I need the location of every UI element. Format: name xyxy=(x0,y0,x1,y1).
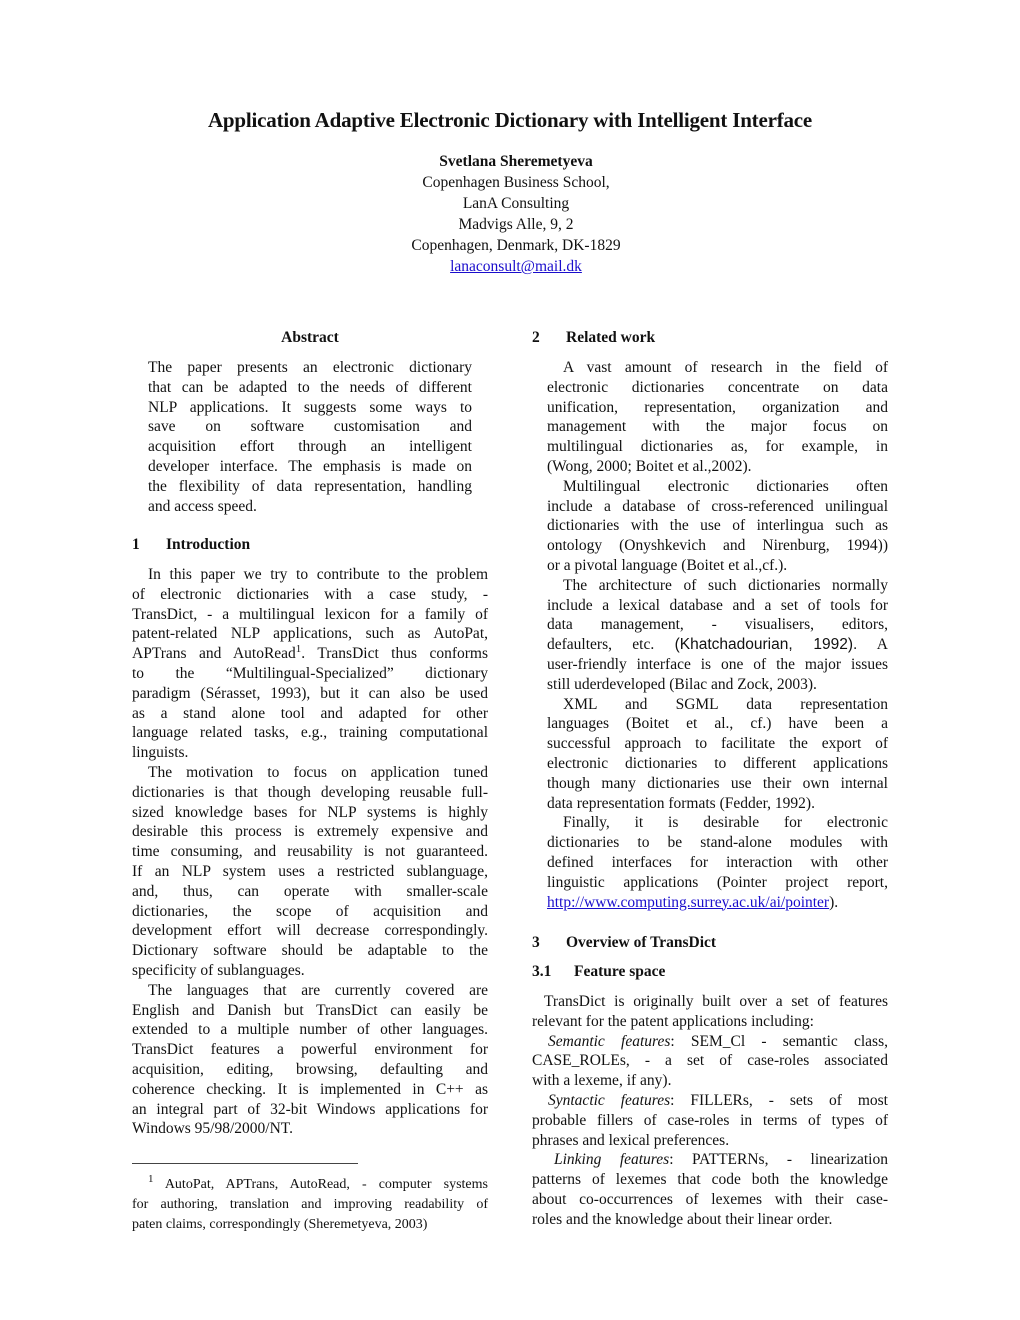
text-line: acquisition effort through an intelligent xyxy=(148,438,472,456)
affiliation-line: Madvigs Alle, 9, 2 xyxy=(458,216,574,233)
text-line: defined interfaces for interaction with other xyxy=(547,853,888,871)
text-line: language related tasks, e.g., training computational xyxy=(132,724,488,742)
text-line: CASE_ROLEs, - a set of case-roles associated xyxy=(532,1052,888,1070)
line-text: A xyxy=(876,636,888,654)
text-line: data management, - visualisers, editors, xyxy=(547,616,888,634)
text-line: include a lexical database and a set of tools for xyxy=(547,596,888,614)
abstract-body xyxy=(148,358,472,516)
footnote-divider xyxy=(132,1163,358,1164)
text-line: with a lexeme, if any). xyxy=(532,1072,672,1090)
section-number: 3 xyxy=(532,934,540,951)
text-line: paten claims, correspondingly (Sheremetyeva, 2003) xyxy=(132,1216,428,1232)
text-line xyxy=(532,1091,888,1111)
text-line: phrases and lexical preferences. xyxy=(532,1131,730,1149)
subsection-title: Feature space xyxy=(574,963,666,980)
text-line: extended to a multiple number of other languages. xyxy=(132,1021,488,1039)
line-text: : FILLERs, - sets of most xyxy=(670,1091,888,1109)
text-line: English and Danish but TransDict can easily be xyxy=(132,1001,488,1019)
section-1-heading xyxy=(132,536,250,554)
text-line: management with the major focus on xyxy=(547,418,888,436)
text-line: for authoring, translation and improving readability of xyxy=(132,1196,488,1212)
text-line: desirable this process is extremely expensive and xyxy=(132,823,488,841)
text-line xyxy=(532,1032,888,1052)
text-line: roles and the knowledge about their linear order. xyxy=(532,1210,833,1228)
author-block xyxy=(0,151,1020,277)
section-1-body xyxy=(132,565,488,1139)
text-line: the flexibility of data representation, handling xyxy=(148,477,472,495)
text-line: Windows 95/98/2000/NT. xyxy=(132,1120,293,1138)
text-line: that can be adapted to the needs of different xyxy=(148,378,472,396)
text-line: Dictionary software should be adaptable to the xyxy=(132,942,488,960)
text-line: electronic dictionaries concentrate on data xyxy=(547,378,888,396)
text-line: electronic dictionaries to different applications xyxy=(547,754,888,772)
text-line: XML and SGML data representation xyxy=(563,695,888,713)
text-line: coherence checking. It is implemented in C++ as xyxy=(132,1080,488,1098)
line-text: : SEM_Cl - semantic class, xyxy=(670,1032,888,1050)
affiliation-line: Copenhagen Business School, xyxy=(422,174,610,191)
section-title: Related work xyxy=(566,329,656,346)
text-line: (Wong, 2000; Boitet et al.,2002). xyxy=(547,457,752,475)
section-2-heading xyxy=(532,329,655,347)
feature-label: Linking features xyxy=(554,1151,670,1169)
text-line: TransDict, - a multilingual lexicon for a family of xyxy=(132,605,488,623)
text-line: developer interface. The emphasis is made on xyxy=(148,457,472,475)
subsection-3-1-heading xyxy=(532,963,665,981)
text-line: The motivation to focus on application tuned xyxy=(148,763,488,781)
text-line xyxy=(132,644,488,664)
footnote-marker[interactable]: 1 xyxy=(295,643,302,656)
text-line: and, thus, can operate with smaller-scale xyxy=(132,882,488,900)
section-title: Overview of TransDict xyxy=(566,934,717,951)
text-line: The languages that are currently covered are xyxy=(148,981,488,999)
line-text: defaulters, etc. xyxy=(547,636,655,654)
text-line: Finally, it is desirable for electronic xyxy=(563,814,888,832)
feature-label: Syntactic features xyxy=(548,1091,671,1109)
text-line: include a database of cross-referenced unilingual xyxy=(547,497,888,515)
text-line: linguistic applications (Pointer project report, xyxy=(547,873,888,891)
text-line: dictionaries is that though developing reusable full- xyxy=(132,783,488,801)
text-line: ontology (Onyshkevich and Nirenburg, 1994)) xyxy=(547,537,888,555)
text-line: linguists. xyxy=(132,744,189,762)
text-line: languages (Boitet et al., cf.) have been a xyxy=(547,715,888,733)
text-line: The paper presents an electronic dictionary xyxy=(148,359,472,376)
text-line: to the “Multilingual-Specialized” dictionary xyxy=(132,664,488,682)
text-line: dictionaries with the use of interlingua such as xyxy=(547,517,888,535)
text-line: NLP applications. It suggests some ways to xyxy=(148,398,472,416)
text-line: A vast amount of research in the field of xyxy=(563,359,888,376)
text-line: successful approach to facilitate the export of xyxy=(547,735,888,753)
author-name: Svetlana Sheremetyeva xyxy=(439,153,593,170)
text-line xyxy=(547,893,888,913)
text-line: patterns of lexemes that code both the knowledge xyxy=(532,1171,888,1189)
section-3-body xyxy=(532,992,888,1230)
pointer-project-link[interactable]: http://www.computing.surrey.ac.uk/ai/pointer xyxy=(547,893,830,911)
affiliation-line: LanA Consulting xyxy=(462,195,570,212)
text-line: save on software customisation and xyxy=(148,418,472,436)
footnote-number: 1 xyxy=(148,1173,154,1185)
section-number: 1 xyxy=(132,536,140,553)
text-line: dictionaries to be stand-alone modules with xyxy=(547,834,888,852)
section-3-heading xyxy=(532,934,716,952)
section-title: Introduction xyxy=(166,536,251,553)
feature-label: Semantic features xyxy=(548,1032,671,1050)
text-line xyxy=(547,635,888,655)
affiliation-line: Copenhagen, Denmark, DK-1829 xyxy=(411,237,621,254)
text-line: dictionaries, the scope of acquisition and xyxy=(132,902,488,920)
text-line: paradigm (Sérasset, 1993), but it can also be used xyxy=(132,684,488,702)
paper-title: Application Adaptive Electronic Dictionary with Intelligent Interface xyxy=(207,108,813,132)
abstract-heading: Abstract xyxy=(281,329,339,346)
line-text: ). xyxy=(829,893,839,911)
text-line: The architecture of such dictionaries normally xyxy=(563,576,888,594)
text-line: of electronic dictionaries with a case study, - xyxy=(132,585,488,603)
text-line: an integral part of 32-bit Windows applications for xyxy=(132,1100,488,1118)
text-line: acquisition, editing, browsing, defaulting and xyxy=(132,1060,488,1078)
text-line: relevant for the patent applications including: xyxy=(532,1012,814,1030)
text-line: patent-related NLP applications, such as AutoPat, xyxy=(132,625,488,643)
text-line: Multilingual electronic dictionaries often xyxy=(563,477,888,495)
text-line: still uderdeveloped (Bilac and Zock, 2003). xyxy=(547,675,817,693)
subsection-number: 3.1 xyxy=(532,963,552,980)
text-line: unification, representation, organization and xyxy=(547,398,888,416)
section-number: 2 xyxy=(532,329,540,346)
citation: (Khatchadourian, 1992). xyxy=(674,636,858,654)
text-line: and access speed. xyxy=(148,497,257,515)
text-line: TransDict is originally built over a set of features xyxy=(544,993,888,1010)
text-line: data representation formats (Fedder, 1992). xyxy=(547,794,815,812)
text-line: about co-occurrences of lexemes with their case- xyxy=(532,1190,888,1208)
text-line: If an NLP system uses a restricted sublanguage, xyxy=(132,862,488,880)
text-line: In this paper we try to contribute to the problem xyxy=(148,566,488,583)
text-line: multilingual dictionaries as, for example, in xyxy=(547,438,888,456)
text-line: sized knowledge bases for NLP systems is highly xyxy=(132,803,488,821)
text-line: or a pivotal language (Boitet et al.,cf.). xyxy=(547,556,788,574)
line-text: . TransDict thus conforms xyxy=(301,645,488,663)
text-line: specificity of sublanguages. xyxy=(132,961,305,979)
footnote xyxy=(132,1175,488,1234)
text-line: TransDict features a powerful environment for xyxy=(132,1041,488,1059)
text-line: as a stand alone tool and adapted for other xyxy=(132,704,488,722)
text-line: probable fillers of case-roles in terms of types of xyxy=(532,1111,888,1129)
text-line xyxy=(532,1150,888,1170)
line-text: AutoPat, APTrans, AutoRead, - computer systems xyxy=(164,1177,488,1192)
section-2-body xyxy=(547,358,888,912)
line-text: : PATTERNs, - linearization xyxy=(669,1151,888,1169)
text-line: development effort will decrease correspondingly. xyxy=(132,922,488,940)
text-line xyxy=(132,1175,488,1195)
author-email-link[interactable]: lanaconsult@mail.dk xyxy=(450,258,582,275)
text-line: though many dictionaries use their own internal xyxy=(547,774,888,792)
line-text: APTrans and AutoRead xyxy=(132,645,296,663)
text-line: user-friendly interface is one of the major issues xyxy=(547,655,888,673)
text-line: time consuming, and reusability is not guaranteed. xyxy=(132,843,488,861)
